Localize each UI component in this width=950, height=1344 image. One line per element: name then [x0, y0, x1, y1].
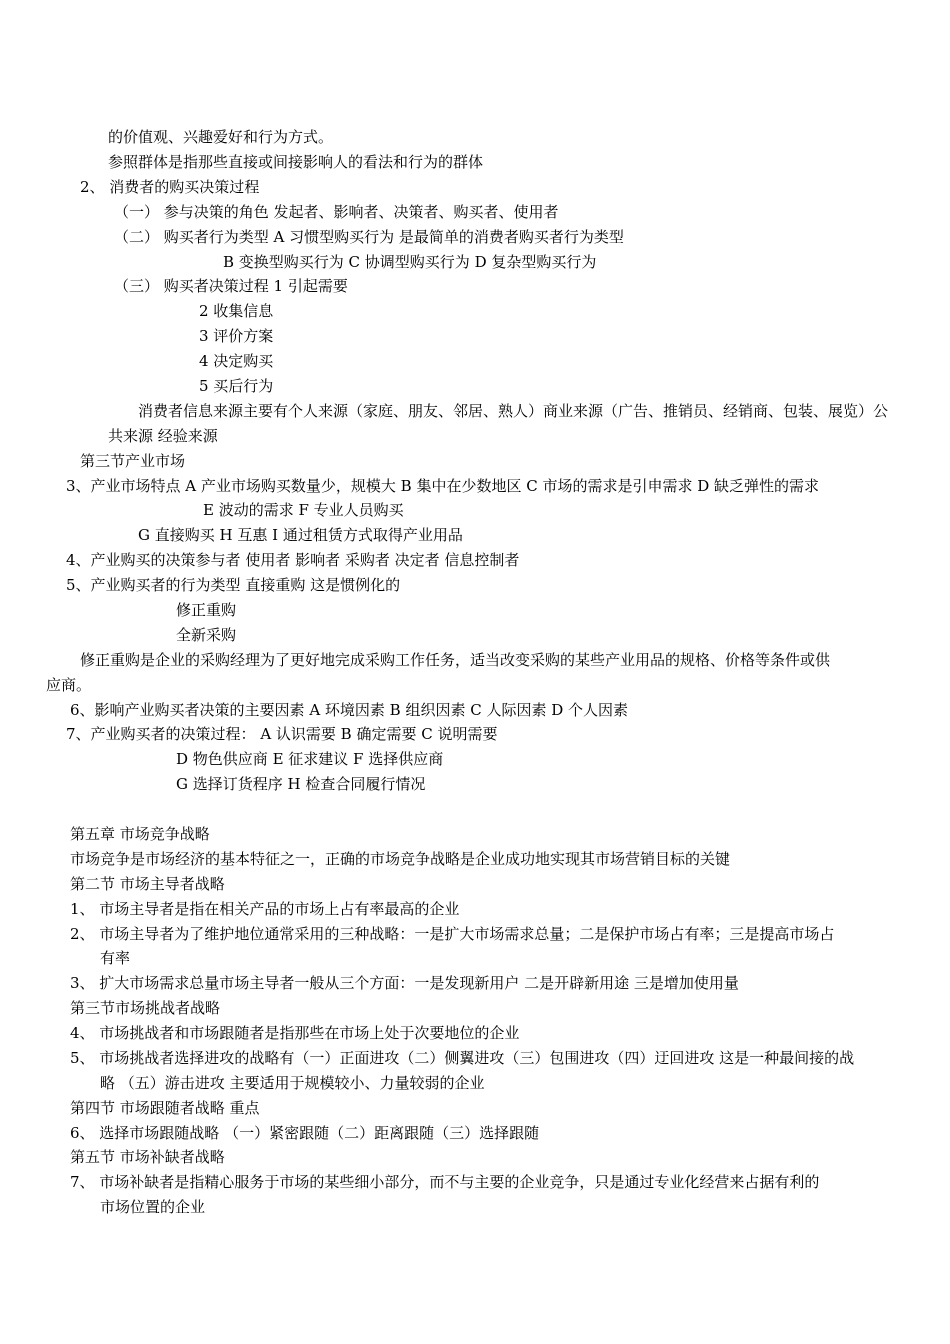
text-line: 应商。: [46, 676, 92, 694]
text-line: B 变换型购买行为 C 协调型购买行为 D 复杂型购买行为: [223, 253, 597, 271]
text-line: （二） 购买者行为类型 A 习惯型购买行为 是最简单的消费者购买者行为类型: [114, 228, 624, 246]
text-line: 2 收集信息: [199, 302, 274, 320]
text-line: 的价值观、兴趣爱好和行为方式。: [108, 128, 334, 146]
list-item: 5、 市场挑战者选择进攻的战略有（一）正面进攻（二）侧翼进攻（三）包围进攻（四）迂回进攻 这是一种最间接的战: [70, 1049, 855, 1067]
section-heading: 第三节产业市场: [80, 452, 186, 470]
text-line: 3、产业市场特点 A 产业市场购买数量少，规模大 B 集中在少数地区 C 市场的需求是引申需求 D 缺乏弹性的需求: [66, 477, 820, 495]
list-item: 3、 扩大市场需求总量市场主导者一般从三个方面：一是发现新用户 二是开辟新用途 三是增加使用量: [70, 974, 739, 992]
text-line: 修正重购: [176, 601, 237, 619]
text-line: 5、产业购买者的行为类型 直接重购 这是惯例化的: [66, 576, 401, 594]
list-item: 4、 市场挑战者和市场跟随者是指那些在市场上处于次要地位的企业: [70, 1024, 520, 1042]
text-line: 5 买后行为: [199, 377, 274, 395]
text-line: 消费者信息来源主要有个人来源（家庭、朋友、邻居、熟人）商业来源（广告、推销员、经销商、包装、展览）公: [138, 402, 889, 420]
text-line: 3 评价方案: [199, 327, 274, 345]
section-heading: 第四节 市场跟随者战略 重点: [70, 1099, 260, 1117]
text-line: 4、产业购买的决策参与者 使用者 影响者 采购者 决定者 信息控制者: [66, 551, 520, 569]
section-heading: 第二节 市场主导者战略: [70, 875, 225, 893]
list-item: 7、 市场补缺者是指精心服务于市场的某些细小部分，而不与主要的企业竞争，只是通过专业化经营来占据有利的: [70, 1173, 820, 1191]
text-line: D 物色供应商 E 征求建议 F 选择供应商: [176, 750, 444, 768]
list-item: 1、 市场主导者是指在相关产品的市场上占有率最高的企业: [70, 900, 460, 918]
list-item: 2、 市场主导者为了维护地位通常采用的三种战略：一是扩大市场需求总量；二是保护市场占有率；三是提高市场占: [70, 925, 835, 943]
list-item: 6、 选择市场跟随战略 （一）紧密跟随（二）距离跟随（三）选择跟随: [70, 1124, 540, 1142]
text-line: G 选择订货程序 H 检查合同履行情况: [176, 775, 426, 793]
text-line: 7、产业购买者的决策过程： A 认识需要 B 确定需要 C 说明需要: [66, 725, 498, 743]
section-heading: 第五节 市场补缺者战略: [70, 1148, 225, 1166]
text-line: E 波动的需求 F 专业人员购买: [203, 501, 404, 519]
text-line: 共来源 经验来源: [108, 427, 218, 445]
text-line: 略 （五）游击进攻 主要适用于规模较小、力量较弱的企业: [100, 1074, 485, 1092]
text-line: 有率: [100, 949, 131, 967]
text-line: 全新采购: [176, 626, 237, 644]
text-line: （一） 参与决策的角色 发起者、影响者、决策者、购买者、使用者: [114, 203, 559, 221]
chapter-heading: 第五章 市场竞争战略: [70, 825, 210, 843]
text-line: 市场竞争是市场经济的基本特征之一，正确的市场竞争战略是企业成功地实现其市场营销目标的关键: [70, 850, 731, 868]
section-heading: 2、 消费者的购买决策过程: [80, 178, 260, 196]
section-heading: 第三节市场挑战者战略: [70, 999, 221, 1017]
text-line: 6、影响产业购买者决策的主要因素 A 环境因素 B 组织因素 C 人际因素 D 个人因素: [70, 701, 629, 719]
text-line: G 直接购买 H 互惠 I 通过租赁方式取得产业用品: [138, 526, 463, 544]
text-line: 市场位置的企业: [100, 1198, 206, 1216]
text-line: 4 决定购买: [199, 352, 274, 370]
text-line: （三） 购买者决策过程 1 引起需要: [114, 277, 348, 295]
text-line: 修正重购是企业的采购经理为了更好地完成采购工作任务，适当改变采购的某些产业用品的规格、价格等条件或供: [80, 651, 831, 669]
text-line: 参照群体是指那些直接或间接影响人的看法和行为的群体: [108, 153, 484, 171]
